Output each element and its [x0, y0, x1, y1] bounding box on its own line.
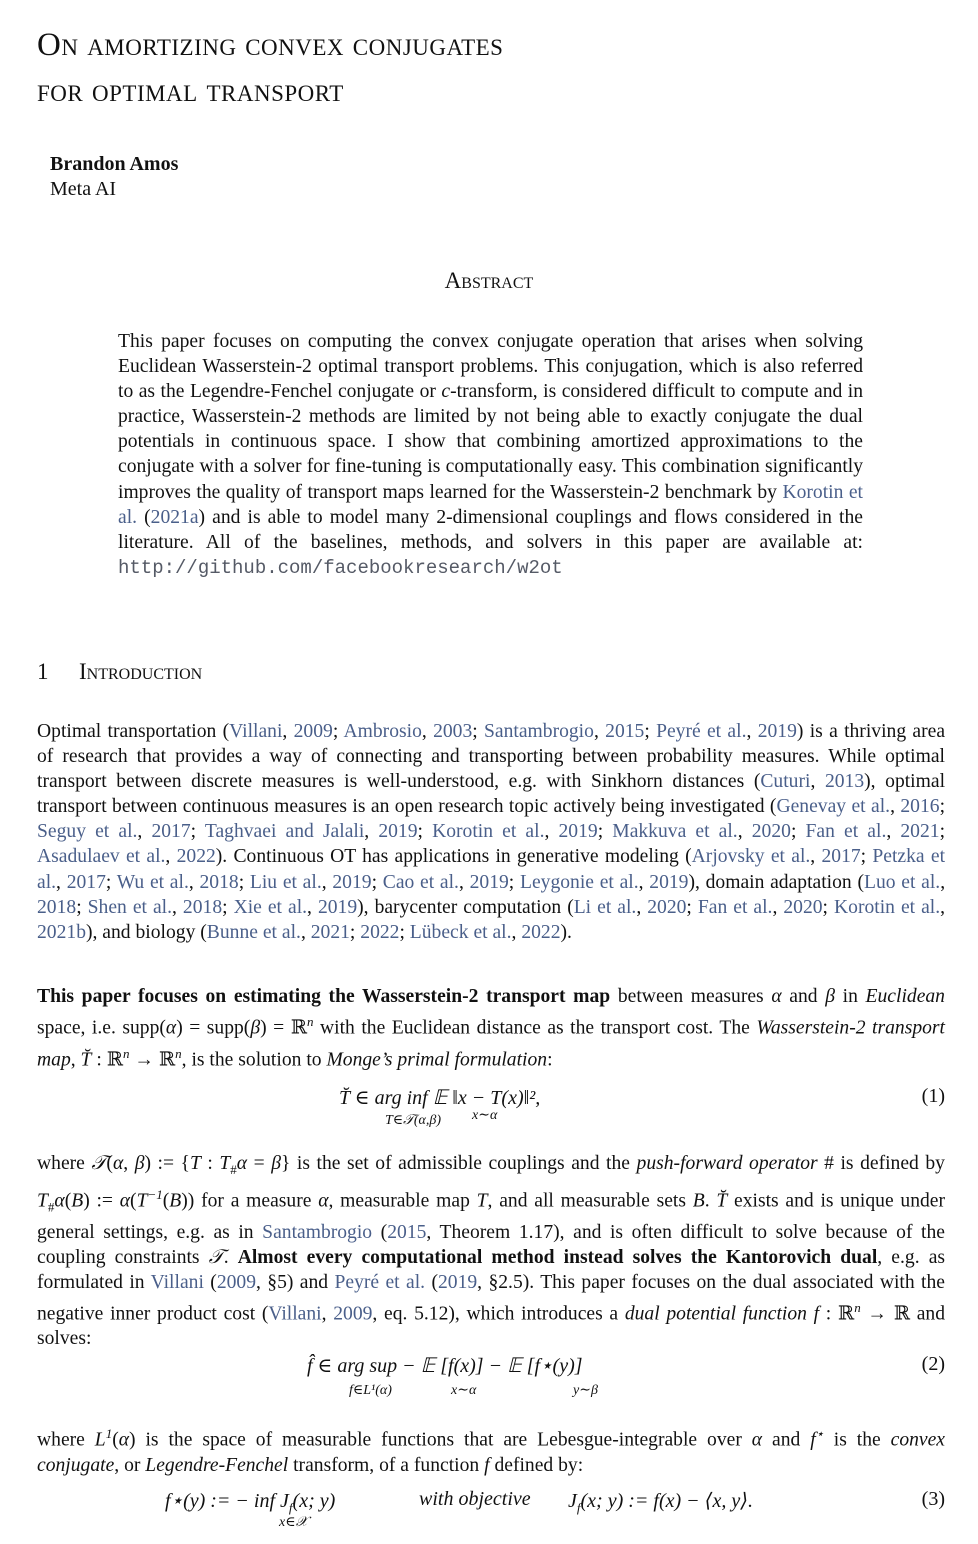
equation-1 [37, 1085, 945, 1135]
text-run: ). [560, 921, 572, 943]
text-run: ; [105, 871, 117, 893]
equation-3-left [165, 1488, 335, 1516]
citation-link[interactable]: Arjovsky et al. [691, 846, 811, 868]
text-run: transform, of a function [288, 1454, 485, 1476]
text-run: and [762, 1429, 811, 1451]
italic-text: Monge’s primal formulation [326, 1049, 548, 1071]
italic-text: L [94, 1429, 106, 1451]
equation-2-number: (2) [921, 1353, 945, 1375]
text-run: ( [203, 1271, 217, 1293]
text-run: , e.g. as formulated in [37, 1246, 946, 1293]
text-run: for a measure [194, 1190, 319, 1212]
text-run: # is defined by [817, 1153, 945, 1174]
italic-text: T [219, 1153, 231, 1174]
text-run: , [737, 821, 752, 843]
text-run: ; [399, 921, 410, 943]
superscript: n [122, 1045, 130, 1061]
text-run: ), barycenter computation ( [357, 896, 574, 918]
text-run: Optimal transportation ( [37, 721, 230, 742]
text-run: ( [112, 1429, 119, 1451]
italic-text: T [189, 1153, 201, 1174]
text-run: ; [790, 821, 806, 843]
citation-link[interactable]: Ambrosio [343, 721, 422, 742]
text-run: ( [162, 1190, 170, 1212]
italic-text: B [692, 1190, 705, 1212]
text-run: , eq. 5.12), which introduces a [372, 1303, 625, 1325]
text-run: ; [508, 871, 520, 893]
citation-link[interactable]: Fan et al. [697, 896, 773, 918]
text-run: , [544, 821, 559, 843]
equation-2-expectation-1-subscript: x∼α [451, 1383, 477, 1398]
text-run: , [56, 871, 67, 893]
text-run: , [364, 821, 379, 843]
intro-paragraph-4 [37, 1421, 945, 1478]
equation-2 [37, 1353, 945, 1403]
text-run: ) = ℝ [260, 1017, 307, 1039]
repo-url-link[interactable]: http://github.com/facebookresearch/w2ot [118, 556, 563, 579]
citation-link[interactable]: 2015 [605, 721, 645, 742]
equation-3-middle: with objective [419, 1488, 531, 1510]
text-run: , [321, 871, 333, 893]
text-run: , [188, 871, 200, 893]
text-run: exists and is unique under general settings, e.g. as in [37, 1190, 946, 1243]
citation-link[interactable]: 2009 [216, 1271, 256, 1293]
citation-link[interactable]: 2019 [332, 871, 372, 893]
italic-text: T [136, 1190, 148, 1212]
citation-link[interactable]: 2019 [757, 721, 797, 742]
citation-link[interactable]: 2022 [176, 846, 216, 868]
superscript: n [175, 1045, 182, 1061]
italic-text: f [484, 1454, 490, 1476]
c-symbol: c [441, 381, 451, 403]
citation-link[interactable]: 2022 [360, 921, 400, 943]
text-run: . [704, 1190, 717, 1212]
citation-link[interactable]: 2015 [387, 1221, 427, 1243]
italic-text: B [71, 1190, 84, 1212]
equation-3-left-rest: (x; y) [292, 1490, 336, 1512]
equation-1-formula: T̆ ∈ arg inf 𝔼 ‖x − T(x)‖², [339, 1087, 541, 1109]
text-run: and [781, 986, 826, 1007]
section-number: 1 [37, 659, 49, 684]
text-run: ; [597, 821, 613, 843]
text-run: with the Euclidean distance as the transport cost. The [313, 1017, 757, 1039]
text-run: → ℝ and solves: [37, 1303, 946, 1350]
italic-text: β [271, 1153, 281, 1174]
citation-link[interactable]: Villani [229, 721, 283, 742]
equation-3-right-main: J [568, 1490, 577, 1512]
text-run: ; [332, 721, 344, 742]
equation-1-expectation-subscript: x∼α [472, 1108, 498, 1123]
equation-3 [37, 1488, 945, 1538]
text-run: ; [371, 871, 383, 893]
italic-text: α [54, 1190, 65, 1212]
text-run: ; [76, 896, 88, 918]
text-run: , [172, 896, 183, 918]
text-run: , [886, 821, 901, 843]
text-run: ), optimal transport between continuous measures is an open research topic actively being investigated ( [37, 771, 946, 818]
text-run: in [835, 986, 866, 1007]
text-run: , [282, 721, 294, 742]
citation-link[interactable]: Genevay et al. [776, 796, 891, 818]
italic-text: α [165, 1017, 177, 1039]
italic-text: T [37, 1190, 48, 1212]
citation-link[interactable]: Petzka et al. [37, 846, 946, 893]
author-name: Brandon Amos [50, 153, 179, 175]
equation-3-left-main: f⋆(y) := − inf J [165, 1490, 289, 1512]
citation-link[interactable]: 2017 [821, 846, 861, 868]
citation-link[interactable]: Villani [150, 1271, 204, 1293]
italic-text: 𝒯 [208, 1246, 224, 1268]
equation-3-left-sub: f [288, 1500, 293, 1515]
citation-korotin-link[interactable]: Korotin et al. [118, 481, 864, 528]
citation-link[interactable]: 2017 [66, 871, 106, 893]
text-run: ) = supp( [176, 1017, 251, 1039]
citation-link[interactable]: 2009 [333, 1303, 373, 1325]
text-run: , [810, 846, 822, 868]
citation-link[interactable]: Makkuva et al. [612, 821, 738, 843]
text-run: ; [939, 821, 946, 843]
citation-link[interactable]: 2003 [433, 721, 473, 742]
citation-link[interactable]: 2021b [37, 921, 86, 943]
text-run: ), domain adaptation ( [688, 871, 864, 893]
citation-link[interactable]: 2017 [151, 821, 191, 843]
equation-3-right-sub: f [576, 1500, 581, 1515]
citation-link[interactable]: Xie et al. [233, 896, 308, 918]
citation-link[interactable]: Fan et al. [805, 821, 887, 843]
text-run: where [37, 1153, 92, 1174]
text-run: , [810, 771, 825, 793]
citation-link[interactable]: Asadulaev et al. [37, 846, 166, 868]
citation-link[interactable]: 2020 [783, 896, 823, 918]
italic-text: Euclidean [865, 986, 945, 1007]
text-run: ( [130, 1190, 137, 1212]
italic-text: β [825, 986, 835, 1007]
text-run: ; [686, 896, 698, 918]
text-run: , [636, 896, 648, 918]
text-run: is the [823, 1429, 891, 1451]
citation-link[interactable]: Taghvaei and Jalali [204, 821, 365, 843]
abstract-text-2: -transform, is considered difficult to compute and in practice, Wasserstein-2 methods are limited by not being able to exactly conjugate the dual potentials in continuous space. I show that combining amortized approximations to the conjugate with a solver for fine-tuning is computationally easy. This combination significantly improves the quality of transport maps learned for the Wasserstein-2 benchmark by [118, 381, 864, 503]
text-run: ( [106, 1153, 113, 1174]
title-line-1: On amortizing convex conjugates [37, 27, 504, 63]
citation-link[interactable]: Peyré et al. [334, 1271, 426, 1293]
subscript: # [230, 1161, 237, 1177]
bold-text: Almost every computational method instead solves the Kantorovich dual [237, 1246, 878, 1268]
text-run: , [321, 1303, 334, 1325]
citation-link[interactable]: 2018 [37, 896, 77, 918]
citation-link[interactable]: Korotin et al. [432, 821, 545, 843]
citation-link[interactable]: 2021 [310, 921, 350, 943]
text-run: ; [349, 921, 361, 943]
text-run: , [772, 896, 784, 918]
text-run: , [300, 921, 311, 943]
text-run: , [890, 796, 901, 818]
citation-link[interactable]: 2019 [558, 821, 598, 843]
text-run: ; [472, 721, 484, 742]
italic-text: T̆ [716, 1190, 728, 1212]
equation-3-inf-subscript: x∈𝒳 [279, 1515, 308, 1530]
text-run: , [638, 871, 650, 893]
citation-link[interactable]: 2018 [182, 896, 223, 918]
superscript: −1 [147, 1187, 163, 1202]
citation-link[interactable]: 2021 [900, 821, 940, 843]
abstract-heading: Abstract [444, 268, 534, 293]
citation-link[interactable]: 2019 [437, 1271, 478, 1293]
text-run: , [70, 1049, 81, 1071]
citation-link[interactable]: Wu et al. [116, 871, 189, 893]
equation-3-number: (3) [921, 1488, 945, 1510]
section-title: Introduction [79, 659, 203, 684]
italic-text: β [134, 1153, 145, 1174]
paper-title [37, 22, 503, 114]
italic-text: f [810, 1429, 816, 1451]
text-run: , [123, 1153, 135, 1174]
italic-text: α [236, 1153, 248, 1174]
superscript: n [306, 1014, 314, 1030]
italic-text: α [751, 1429, 763, 1451]
text-run: : [200, 1153, 220, 1174]
text-run: → ℝ [129, 1049, 176, 1071]
abstract-body [118, 329, 863, 581]
text-run: ; [644, 721, 657, 742]
text-run: ; [190, 821, 205, 843]
text-run: ( [372, 1221, 388, 1243]
text-run: )) [181, 1190, 195, 1212]
superscript: 1 [105, 1426, 113, 1441]
equation-1-number: (1) [921, 1085, 945, 1107]
citation-korotin-year-link[interactable]: 2021a [150, 506, 199, 528]
italic-text: 𝒯 [91, 1153, 107, 1174]
citation-link[interactable]: Villani [268, 1303, 322, 1325]
citation-link[interactable]: 2019 [378, 821, 418, 843]
abstract-text-1: This paper focuses on computing the convex conjugate operation that arises when solving Euclidean Wasserstein-2 optimal transport problems. This conjugation, which is also referred to as the Legendre-Fenchel conjugate or [118, 331, 863, 403]
title-line-2: for optimal transport [37, 73, 344, 109]
superscript: n [854, 1299, 861, 1315]
text-run: : ℝ [91, 1049, 123, 1071]
text-run: ) is the space of measurable functions that are Lebesgue-integrable over [129, 1429, 752, 1451]
text-run: } is the set of admissible couplings and the [280, 1153, 637, 1174]
italic-text: α [112, 1153, 124, 1174]
italic-text: convex conjugate [37, 1429, 946, 1476]
author-block [50, 152, 178, 202]
italic-text: dual potential function [624, 1303, 807, 1325]
citation-link[interactable]: 2009 [293, 721, 333, 742]
equation-2-expectation-2-subscript: y∼β [573, 1383, 598, 1398]
italic-text: α [118, 1429, 130, 1451]
italic-text: T [476, 1190, 488, 1212]
abstract-text-3: ) and is able to model many 2-dimensional couplings and flows considered in the literature. All of the baselines, methods, and solvers in this paper are available at: [118, 506, 863, 553]
text-run: , [137, 821, 152, 843]
text-run: , §5) and [256, 1271, 335, 1293]
text-run: ) := [83, 1190, 120, 1212]
citation-link[interactable]: 2020 [751, 821, 791, 843]
text-run: : [547, 1049, 553, 1071]
italic-text: Wasserstein-2 transport map [37, 1017, 946, 1071]
text-run: ; [417, 821, 433, 843]
text-run: , [421, 721, 434, 742]
author-affiliation: Meta AI [50, 178, 117, 200]
citation-link[interactable]: Luo et al. [863, 871, 941, 893]
text-run: , [746, 721, 758, 742]
citation-link[interactable]: Lübeck et al. [409, 921, 512, 943]
text-run: between measures [610, 986, 772, 1007]
text-run: ) is a thriving area of research that provides a way of connecting and transporting between probability measures. While optimal transport between discrete measures is well-understood, e.g. with Sinkhorn distances ( [37, 721, 946, 793]
text-run: : ℝ [819, 1303, 855, 1325]
intro-paragraph-1 [37, 719, 945, 945]
italic-text: α [771, 986, 782, 1007]
text-run: ) := { [144, 1153, 190, 1174]
text-run: ). Continuous OT has applications in generative modeling ( [215, 846, 692, 868]
equation-2-formula: f̂ ∈ arg sup − 𝔼 [f(x)] − 𝔼 [f⋆(y)] [307, 1355, 583, 1377]
citation-link[interactable]: Li et al. [573, 896, 637, 918]
text-run: , and all measurable sets [487, 1190, 693, 1212]
paren-open: ( [137, 506, 151, 528]
citation-link[interactable]: 2013 [824, 771, 865, 793]
text-run: , [458, 871, 470, 893]
intro-paragraph-2 [37, 984, 945, 1072]
citation-link[interactable]: 2018 [199, 871, 239, 893]
citation-link[interactable]: 2020 [647, 896, 687, 918]
text-run: ; [939, 796, 946, 818]
citation-link[interactable]: Seguy et al. [37, 821, 138, 843]
text-run: ; [860, 846, 873, 868]
text-run: ; [222, 896, 234, 918]
text-run: , is the solution to [181, 1049, 327, 1071]
text-run: , [940, 871, 946, 893]
citation-link[interactable]: Peyré et al. [656, 721, 747, 742]
equation-3-right-rest: (x; y) := f(x) − ⟨x, y⟩. [580, 1490, 754, 1512]
citation-link[interactable]: Leygonie et al. [519, 871, 639, 893]
italic-text: B [169, 1190, 182, 1212]
citation-link[interactable]: 2022 [521, 921, 561, 943]
text-run: ; [822, 896, 834, 918]
citation-link[interactable]: Cuturi [760, 771, 811, 793]
citation-link[interactable]: 2019 [469, 871, 509, 893]
citation-link[interactable]: Liu et al. [249, 871, 322, 893]
text-run: , [511, 921, 522, 943]
italic-text: α [119, 1190, 131, 1212]
citation-link[interactable]: Bunne et al. [206, 921, 301, 943]
text-run [807, 1303, 814, 1324]
equation-3-right [568, 1488, 753, 1516]
bold-text: This paper focuses on estimating the Wasserstein-2 transport map [37, 986, 611, 1007]
italic-text: f [813, 1303, 820, 1325]
text-run: ), and biology ( [85, 921, 207, 943]
italic-text: T̆ [80, 1049, 92, 1071]
text-run: , [307, 896, 318, 918]
italic-text: Legendre-Fenchel [145, 1454, 289, 1476]
citation-link[interactable]: Cao et al. [382, 871, 459, 893]
text-run: , §2.5). This paper focuses on the dual associated with the negative inner product cost ( [37, 1271, 945, 1325]
text-run: , [940, 896, 946, 918]
intro-paragraph-3 [37, 1151, 945, 1352]
text-run: , [593, 721, 606, 742]
citation-link[interactable]: Shen et al. [87, 896, 173, 918]
citation-link[interactable]: 2019 [317, 896, 358, 918]
text-run: defined by: [489, 1454, 584, 1476]
text-run: , [165, 846, 177, 868]
text-run: , measurable map [328, 1190, 477, 1212]
citation-link[interactable]: 2016 [900, 796, 940, 818]
text-run: = [247, 1153, 272, 1174]
citation-link[interactable]: 2019 [649, 871, 689, 893]
text-run: , Theorem 1.17), and is often difficult to solve because of the coupling constraints [37, 1221, 945, 1268]
equation-2-argsup-subscript: f∈L¹(α) [349, 1383, 392, 1398]
equation-1-arginf-subscript: T∈𝒯(α,β) [385, 1113, 442, 1128]
italic-text: β [250, 1017, 261, 1039]
section-heading-introduction [37, 659, 202, 685]
italic-text: push-forward operator [636, 1153, 818, 1174]
text-run: space, i.e. supp( [37, 1017, 166, 1039]
text-run: ( [64, 1190, 72, 1212]
text-run: ; [238, 871, 250, 893]
italic-text: α [318, 1190, 329, 1212]
superscript: ⋆ [815, 1426, 824, 1441]
text-run: , or [114, 1454, 146, 1476]
text-run: where [37, 1429, 95, 1451]
subscript: # [47, 1199, 55, 1215]
citation-link[interactable]: Santambrogio [484, 721, 594, 742]
text-run: ( [425, 1271, 438, 1293]
citation-link[interactable]: Korotin et al. [834, 896, 941, 918]
text-run: . [223, 1246, 238, 1268]
citation-link[interactable]: Santambrogio [262, 1221, 373, 1243]
